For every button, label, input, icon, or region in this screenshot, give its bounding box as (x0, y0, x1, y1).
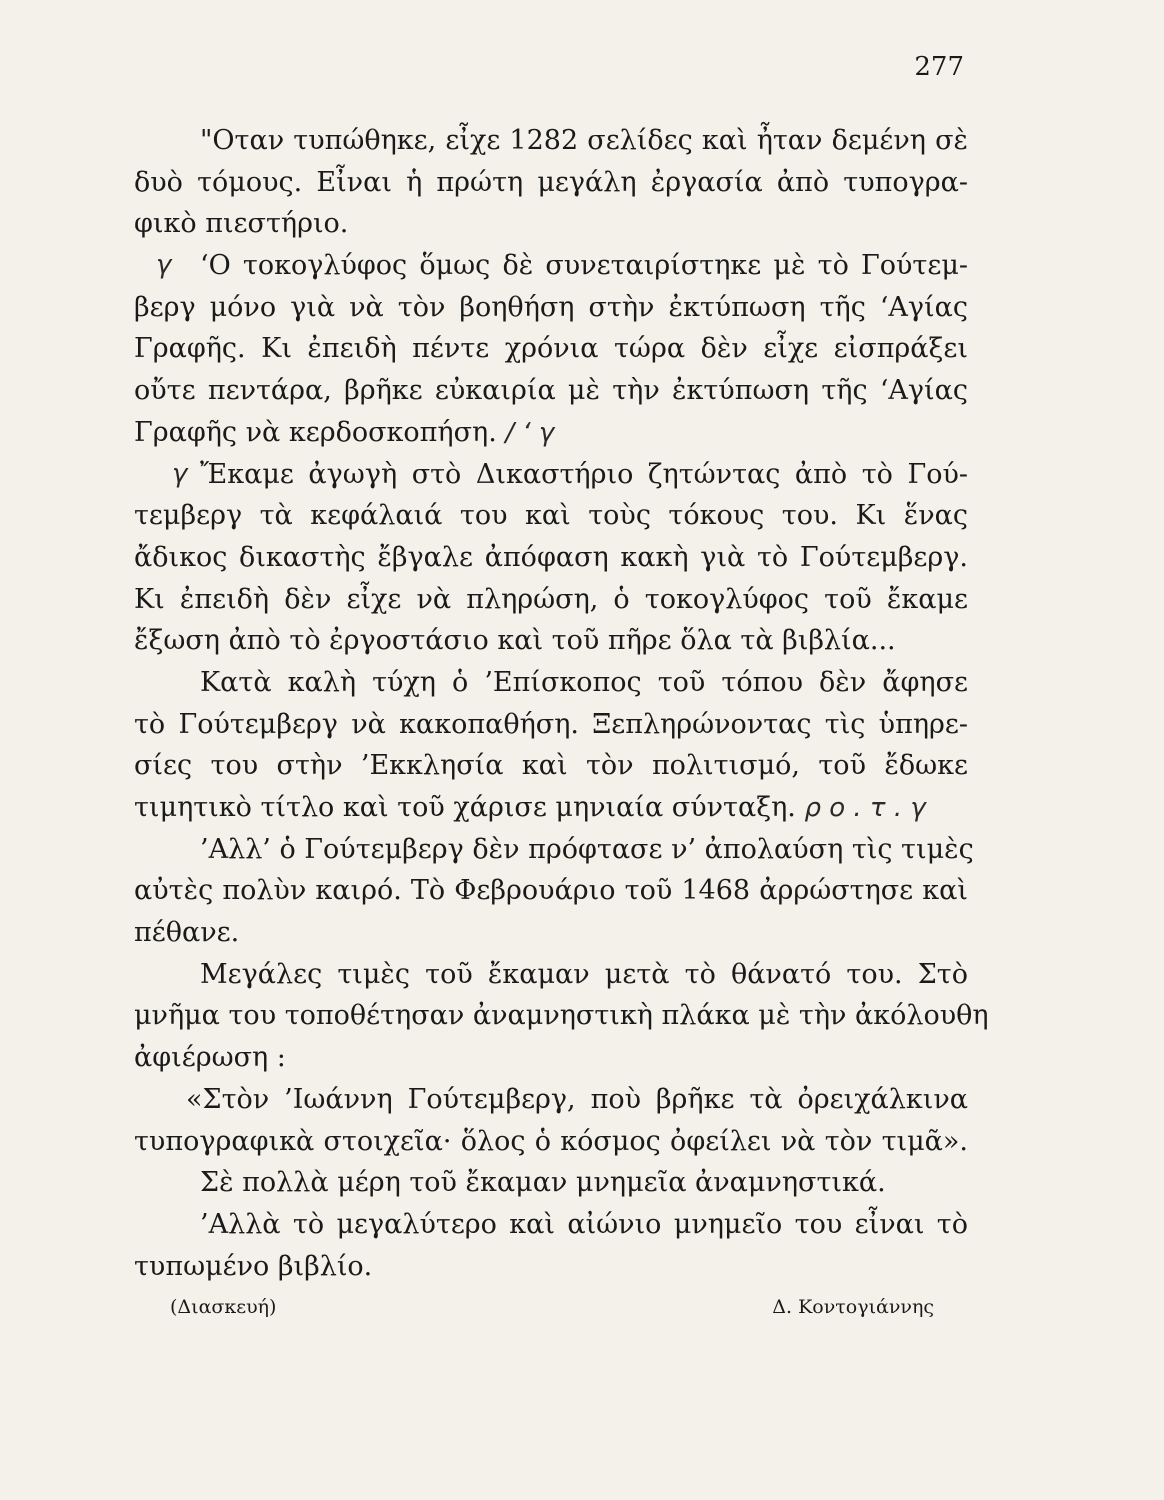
author-signature: Δ. Κοντογιάννης (772, 1296, 934, 1318)
text-line: βεργ μόνο γιὰ νὰ τὸν βοηθήση στὴν ἐκτύπωση τῆς ‘Αγίας (134, 291, 968, 323)
text-line: μνῆμα του τοποθέτησαν ἀναμνηστικὴ πλάκα μὲ τὴν ἀκόλουθη (134, 1000, 989, 1032)
handwritten-mark: γ (172, 458, 188, 489)
footer (170, 1296, 934, 1318)
text-line: αὐτὲς πολὺν καιρό. Τὸ Φεβρουάριο τοῦ 1468 ἀρρώστησε καὶ (134, 875, 968, 907)
text-line: σίες του στὴν ’Εκκλησία καὶ τὸν πολιτισμό, τοῦ ἔδωκε (134, 750, 968, 782)
text-line: ’Αλλ’ ὁ Γούτεμβεργ δὲν πρόφτασε ν’ ἀπολαύση τὶς τιμὲς (200, 833, 974, 865)
text-line: Σὲ πολλὰ μέρη τοῦ ἔκαμαν μνημεῖα ἀναμνηστικά. (200, 1167, 886, 1199)
text-line: πέθανε. (134, 917, 240, 949)
adaptation-note: (Διασκευή) (170, 1296, 277, 1318)
text-line: γ Ἔκαμε ἀγωγὴ στὸ Δικαστήριο ζητώντας ἀπὸ τὸ Γού- (134, 454, 968, 496)
page-number: 277 (914, 52, 964, 82)
handwritten-mark: ρ ο . τ . γ (804, 793, 926, 823)
text-line: γ ‘Ο τοκογλύφος ὅμως δὲ συνεταιρίστηκε μὲ τὸ Γούτεμ- (134, 245, 968, 287)
text-line: Γραφῆς νὰ κερδοσκοπήση. / ‘ γ (134, 416, 555, 448)
text-line: ἔξωση ἀπὸ τὸ ἐργοστάσιο καὶ τοῦ πῆρε ὅλα τὰ βιβλία... (134, 625, 896, 657)
handwritten-mark: / ‘ γ (505, 417, 555, 448)
text-line: φικὸ πιεστήριο. (134, 208, 349, 240)
text-line: «Στὸν ’Ιωάννη Γούτεμβεργ, ποὺ βρῆκε τὰ ὀρειχάλκινα (186, 1083, 968, 1115)
text-line: δυὸ τόμους. Εἶναι ἡ πρώτη μεγάλη ἐργασία ἀπὸ τυπογρα- (134, 166, 968, 198)
text-line: ἄδικος δικαστὴς ἔβγαλε ἀπόφαση κακὴ γιὰ τὸ Γούτεμβεργ. (134, 541, 968, 573)
text-line: Γραφῆς. Κι ἐπειδὴ πέντε χρόνια τώρα δὲν εἶχε εἰσπράξει (134, 333, 968, 365)
body-text (134, 120, 989, 1287)
text-line: τιμητικὸ τίτλο καὶ τοῦ χάρισε μηνιαία σύνταξη. ρ ο . τ . γ (134, 792, 926, 823)
text-line: ἀφιέρωση : (134, 1042, 286, 1074)
text-line: τυπογραφικὰ στοιχεῖα· ὅλος ὁ κόσμος ὀφείλει νὰ τὸν τιμᾶ». (134, 1125, 968, 1157)
text-line: τεμβεργ τὰ κεφάλαιά του καὶ τοὺς τόκους του. Κι ἕνας (134, 500, 968, 532)
text-line: "Οταν τυπώθηκε, εἶχε 1282 σελίδες καὶ ἦταν δεμένη σὲ (200, 125, 968, 156)
handwritten-mark: γ (156, 250, 172, 281)
text-line: οὔτε πεντάρα, βρῆκε εὐκαιρία μὲ τὴν ἐκτύπωση τῆς ‘Αγίας (134, 375, 968, 407)
text-line: Μεγάλες τιμὲς τοῦ ἔκαμαν μετὰ τὸ θάνατό του. Στὸ (200, 958, 968, 990)
text-line: ’Αλλὰ τὸ μεγαλύτερο καὶ αἰώνιο μνημεῖο του εἶναι τὸ (200, 1208, 968, 1240)
text-line: Κι ἐπειδὴ δὲν εἶχε νὰ πληρώση, ὁ τοκογλύφος τοῦ ἔκαμε (134, 583, 968, 615)
text-line: τυπωμένο βιβλίο. (134, 1250, 373, 1282)
text-line: τὸ Γούτεμβεργ νὰ κακοπαθήση. Ξεπληρώνοντας τὶς ὑπηρε- (134, 708, 968, 740)
text-line: Κατὰ καλὴ τύχη ὁ ’Επίσκοπος τοῦ τόπου δὲν ἄφησε (200, 666, 968, 698)
